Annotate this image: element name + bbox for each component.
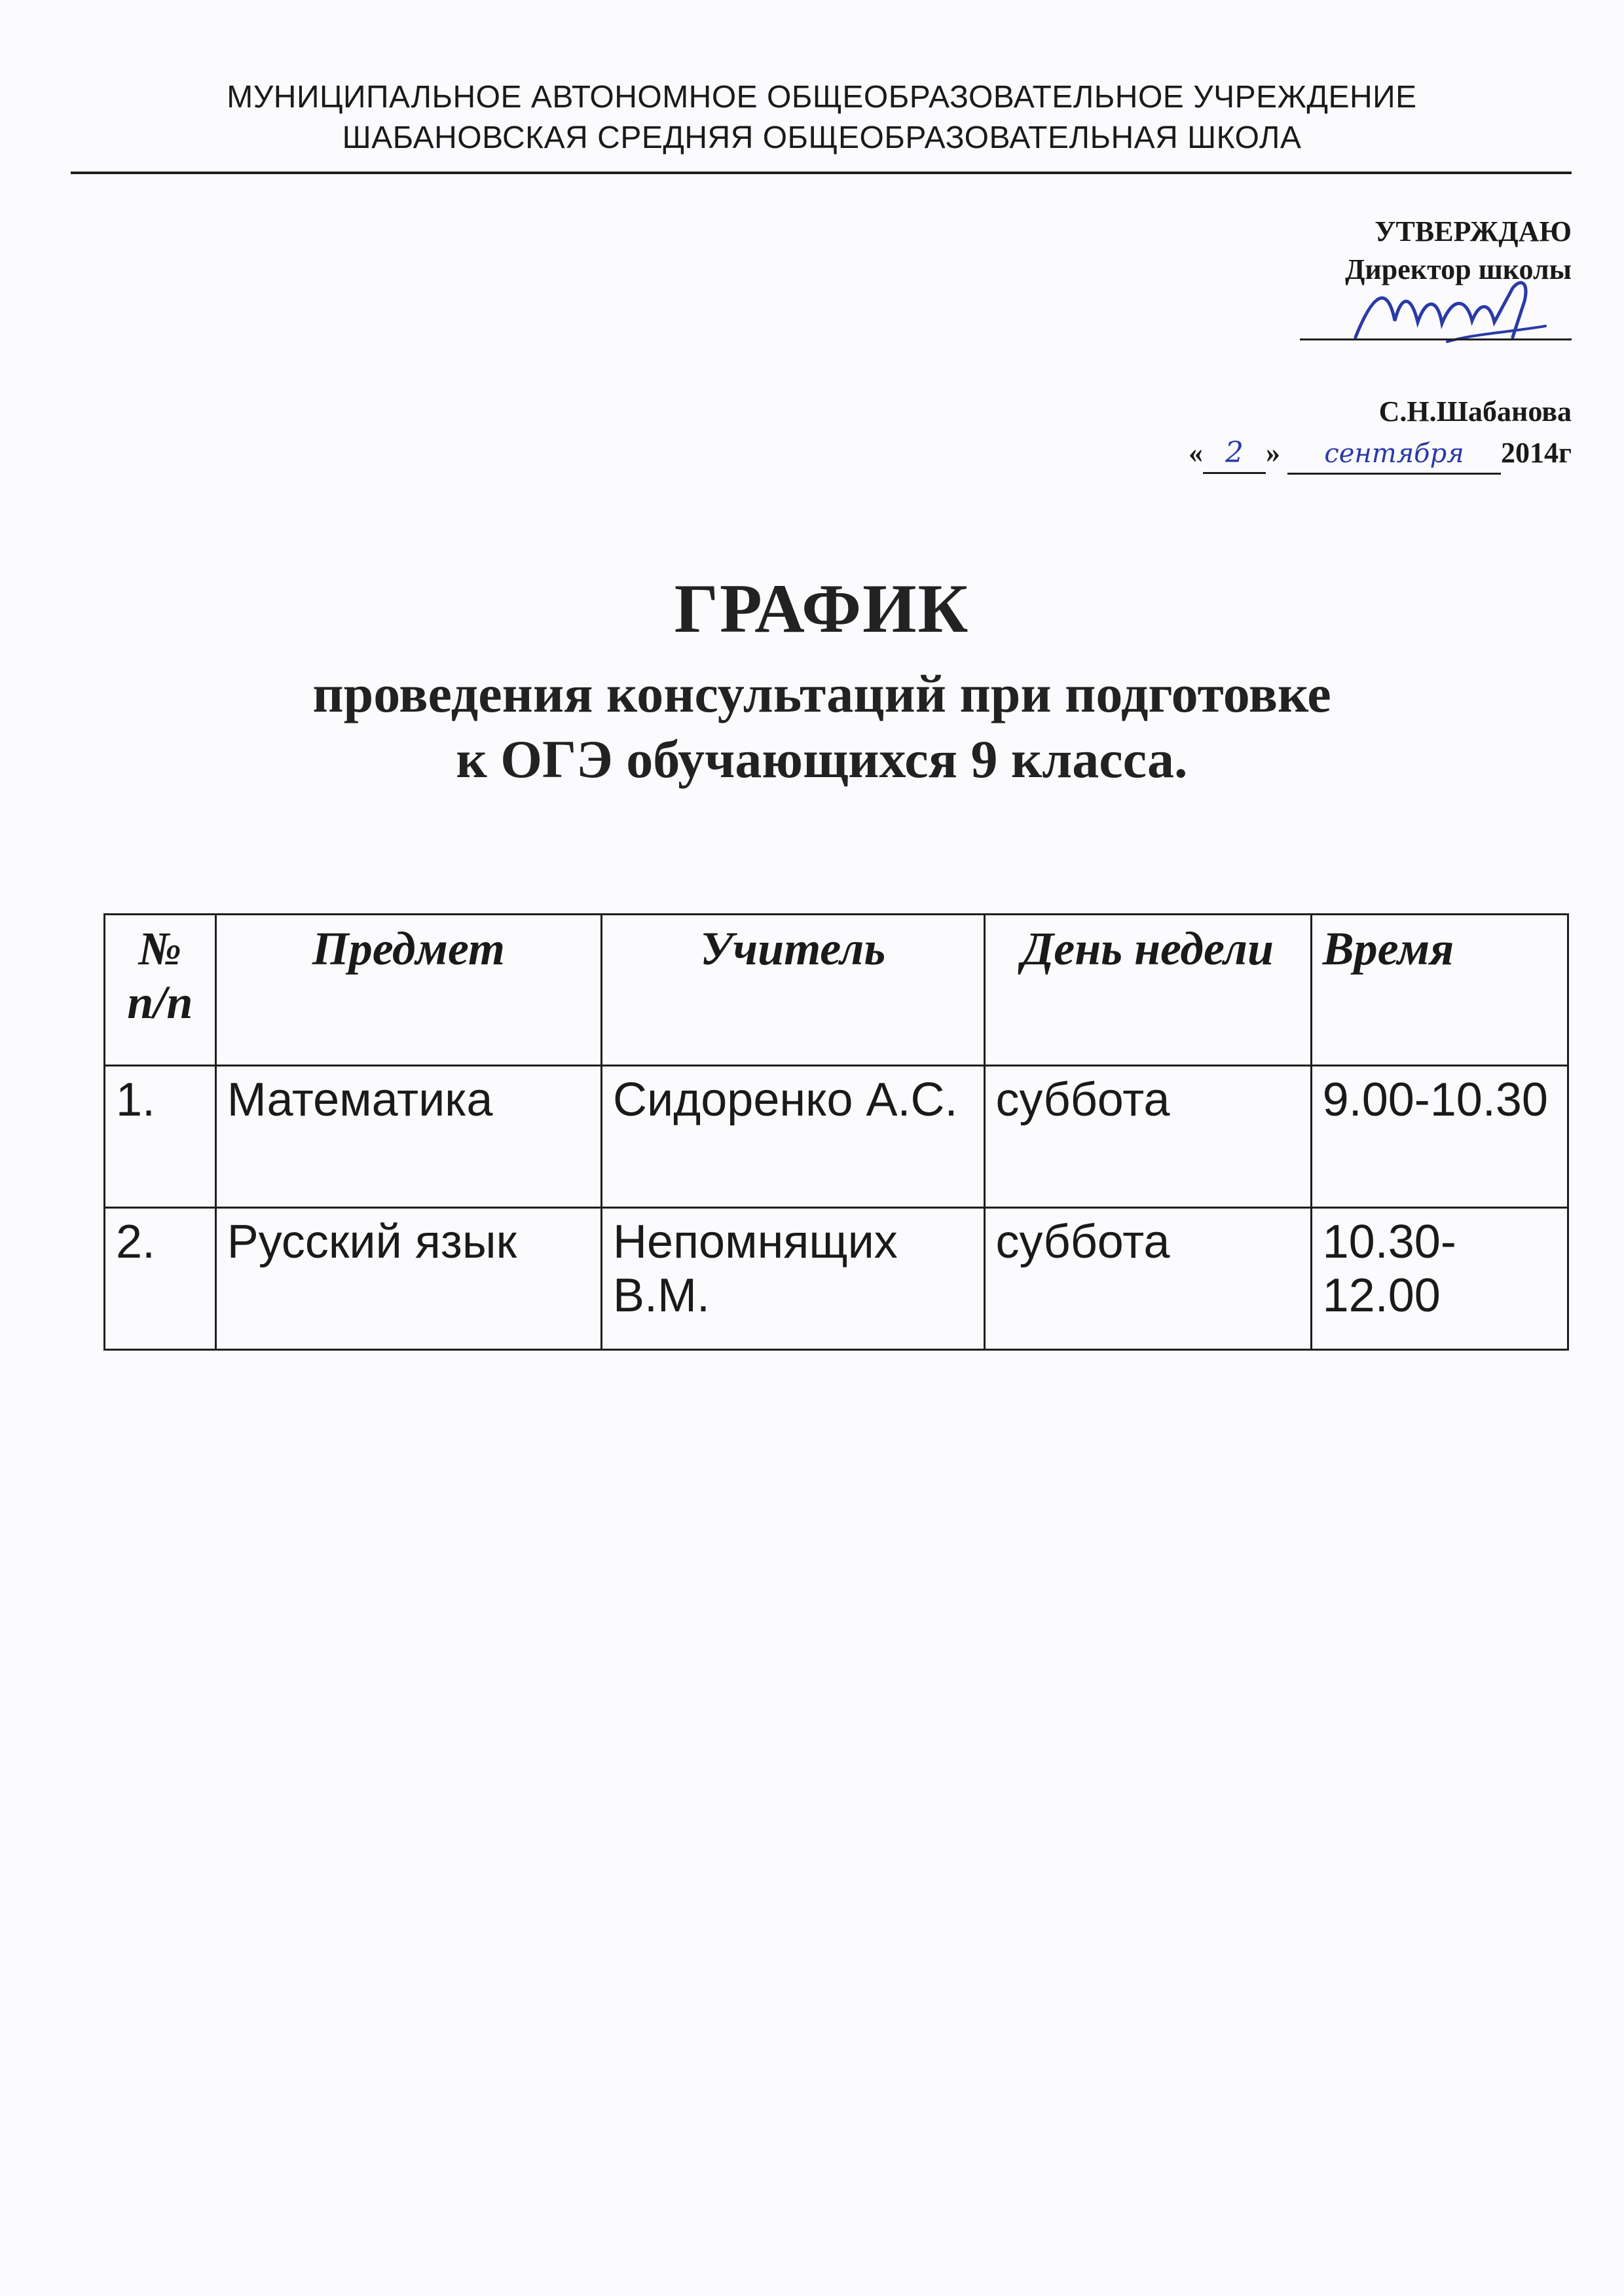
cell-subject: Математика bbox=[215, 1066, 601, 1208]
column-header-subject: Предмет bbox=[215, 915, 601, 1066]
approval-date bbox=[1189, 434, 1572, 475]
header-divider bbox=[71, 172, 1572, 174]
institution-name-line2: ШАБАНОВСКАЯ СРЕДНЯЯ ОБЩЕОБРАЗОВАТЕЛЬНАЯ ШКОЛА bbox=[342, 120, 1302, 155]
date-year: 2014г bbox=[1501, 437, 1572, 469]
title-line2: к ОГЭ обучающихся 9 класса. bbox=[456, 729, 1188, 789]
cell-subject: Русский язык bbox=[215, 1208, 601, 1350]
cell-day: суббота bbox=[984, 1066, 1311, 1208]
cell-time: 9.00-10.30 bbox=[1311, 1066, 1568, 1208]
table-row bbox=[105, 1208, 1568, 1350]
table-header-row bbox=[105, 915, 1568, 1066]
cell-number: 1. bbox=[105, 1066, 216, 1208]
title-main: ГРАФИК bbox=[674, 570, 970, 647]
column-header-time: Время bbox=[1311, 915, 1568, 1066]
column-header-teacher: Учитель bbox=[602, 915, 984, 1066]
institution-name-line1: МУНИЦИПАЛЬНОЕ АВТОНОМНОЕ ОБЩЕОБРАЗОВАТЕЛЬНОЕ УЧРЕЖДЕНИЕ bbox=[227, 80, 1417, 115]
signature-line bbox=[1300, 338, 1572, 340]
date-day: 2 bbox=[1203, 434, 1266, 474]
document-title bbox=[72, 570, 1572, 792]
approval-position: Директор школы bbox=[1345, 253, 1572, 285]
signature-icon bbox=[1349, 275, 1565, 347]
cell-time: 10.30-12.00 bbox=[1311, 1208, 1568, 1350]
date-quote-close: » bbox=[1266, 437, 1281, 469]
column-header-number: № п/п bbox=[105, 915, 216, 1066]
date-quote-open: « bbox=[1189, 437, 1204, 469]
date-month: сентября bbox=[1287, 435, 1501, 475]
title-line1: проведения консультаций при подготовке bbox=[312, 664, 1331, 723]
cell-number: 2. bbox=[105, 1208, 216, 1350]
cell-teacher: Непомнящих В.М. bbox=[602, 1208, 984, 1350]
institution-header bbox=[72, 77, 1572, 158]
cell-day: суббота bbox=[984, 1208, 1311, 1350]
table-row bbox=[105, 1066, 1568, 1208]
consultation-schedule-table bbox=[103, 913, 1569, 1351]
approval-title: УТВЕРЖДАЮ bbox=[1375, 215, 1572, 247]
director-name-block bbox=[1379, 393, 1572, 431]
cell-teacher: Сидоренко А.С. bbox=[602, 1066, 984, 1208]
title-subtitle bbox=[72, 661, 1572, 792]
director-name: С.Н.Шабанова bbox=[1378, 395, 1572, 428]
column-header-day: День недели bbox=[984, 915, 1311, 1066]
